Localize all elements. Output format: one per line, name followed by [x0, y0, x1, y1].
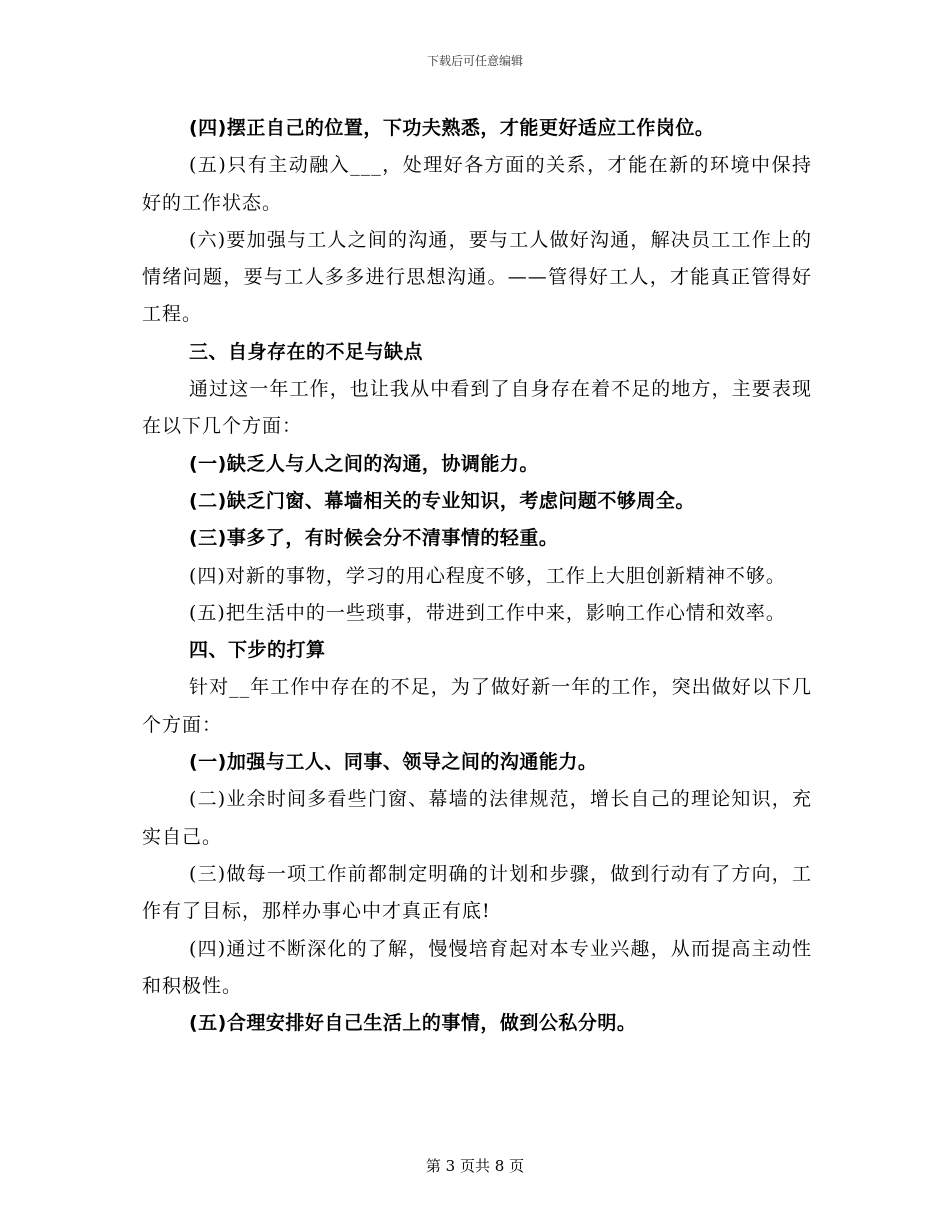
section-heading-4: 四、下步的打算: [189, 639, 326, 662]
paragraph-8: (三)事多了，有时候会分不清事情的轻重。: [189, 527, 559, 550]
paragraph-12: 针对__年工作中存在的不足，为了做好新一年的工作，突出做好以下几个方面：: [142, 676, 812, 736]
paragraph-3: (六)要加强与工人之间的沟通，要与工人做好沟通，解决员工工作上的情绪问题，要与工人多多进行思想沟通。——管得好工人，才能真正管得好工程。: [142, 228, 812, 326]
paragraph-1: (四)摆正自己的位置，下功夫熟悉，才能更好适应工作岗位。: [189, 117, 715, 139]
section-heading-3: 三、自身存在的不足与缺点: [189, 340, 424, 363]
paragraph-17: (五)合理安排好自己生活上的事情，做到公私分明。: [189, 1012, 637, 1035]
paragraph-6: (一)缺乏人与人之间的沟通，协调能力。: [189, 452, 539, 475]
page-footer: 第 3 页共 8 页: [425, 1157, 525, 1175]
paragraph-9: (四)对新的事物，学习的用心程度不够，工作上大胆创新精神不够。: [189, 564, 786, 587]
paragraph-5: 通过这一年工作，也让我从中看到了自身存在着不足的地方，主要表现在以下几个方面：: [142, 378, 812, 438]
paragraph-13: (一)加强与工人、同事、领导之间的沟通能力。: [189, 751, 598, 774]
paragraph-2: (五)只有主动融入___，处理好各方面的关系，才能在新的环境中保持好的工作状态。: [142, 154, 812, 214]
paragraph-7: (二)缺乏门窗、幕墙相关的专业知识，考虑问题不够周全。: [189, 489, 695, 512]
paragraph-14: (二)业余时间多看些门窗、幕墙的法律规范，增长自己的理论知识，充实自己。: [142, 788, 812, 848]
paragraph-15: (三)做每一项工作前都制定明确的计划和步骤，做到行动有了方向，工作有了目标，那样办事心中才真正有底!: [142, 862, 812, 923]
paragraph-16: (四)通过不断深化的了解，慢慢培育起对本专业兴趣，从而提高主动性和积极性。: [142, 937, 812, 997]
document-body: [142, 110, 812, 1042]
paragraph-10: (五)把生活中的一些琐事，带进到工作中来，影响工作心情和效率。: [189, 601, 786, 624]
page-header: 下载后可任意编辑: [426, 54, 523, 68]
